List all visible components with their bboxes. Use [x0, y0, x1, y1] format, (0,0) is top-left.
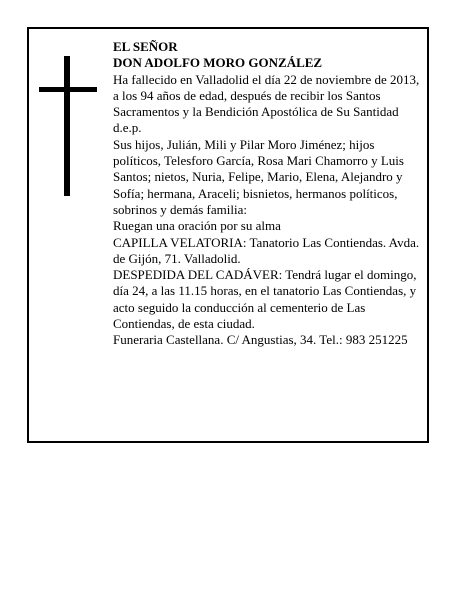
family-members: Sus hijos, Julián, Mili y Pilar Moro Jiménez; hijos políticos, Telesforo García, Rosa Mari Chamorro y Luis Santos; nietos, Nuria, Felipe, Mario, Elena, Alejandro y Sofía; hermana, Araceli; bisnietos, hermanos políticos, sobrinos y demás familia: [113, 136, 404, 217]
death-announcement: Ha fallecido en Valladolid el día 22 de noviembre de 2013, a los 94 años de edad, después de recibir los Santos Sacramentos y la Bendición Apostólica de Su Santidad [113, 71, 420, 120]
obituary-text [113, 39, 423, 349]
farewell-details: DESPEDIDA DEL CADÁVER: Tendrá lugar el domingo, día 24, a las 11.15 horas, en el tanatorio Las Contiendas, y acto seguido la conducción al cementerio de Las Contiendas, de esta ciudad. [113, 267, 417, 332]
cross-horizontal-bar [39, 87, 97, 92]
latin-cross-icon [39, 56, 97, 196]
deceased-title: EL SEÑOR [113, 39, 178, 54]
cross-vertical-bar [64, 56, 70, 196]
wake-location: CAPILLA VELATORIA: Tanatorio Las Contiendas. Avda. de Gijón, 71. Valladolid. [113, 234, 420, 266]
rest-in-peace: d.e.p. [113, 120, 142, 136]
prayer-request: Ruegan una oración por su alma [113, 218, 281, 234]
deceased-name: DON ADOLFO MORO GONZÁLEZ [113, 55, 323, 71]
funeral-home-contact: Funeraria Castellana. C/ Angustias, 34. Tel.: 983 251225 [113, 332, 408, 348]
